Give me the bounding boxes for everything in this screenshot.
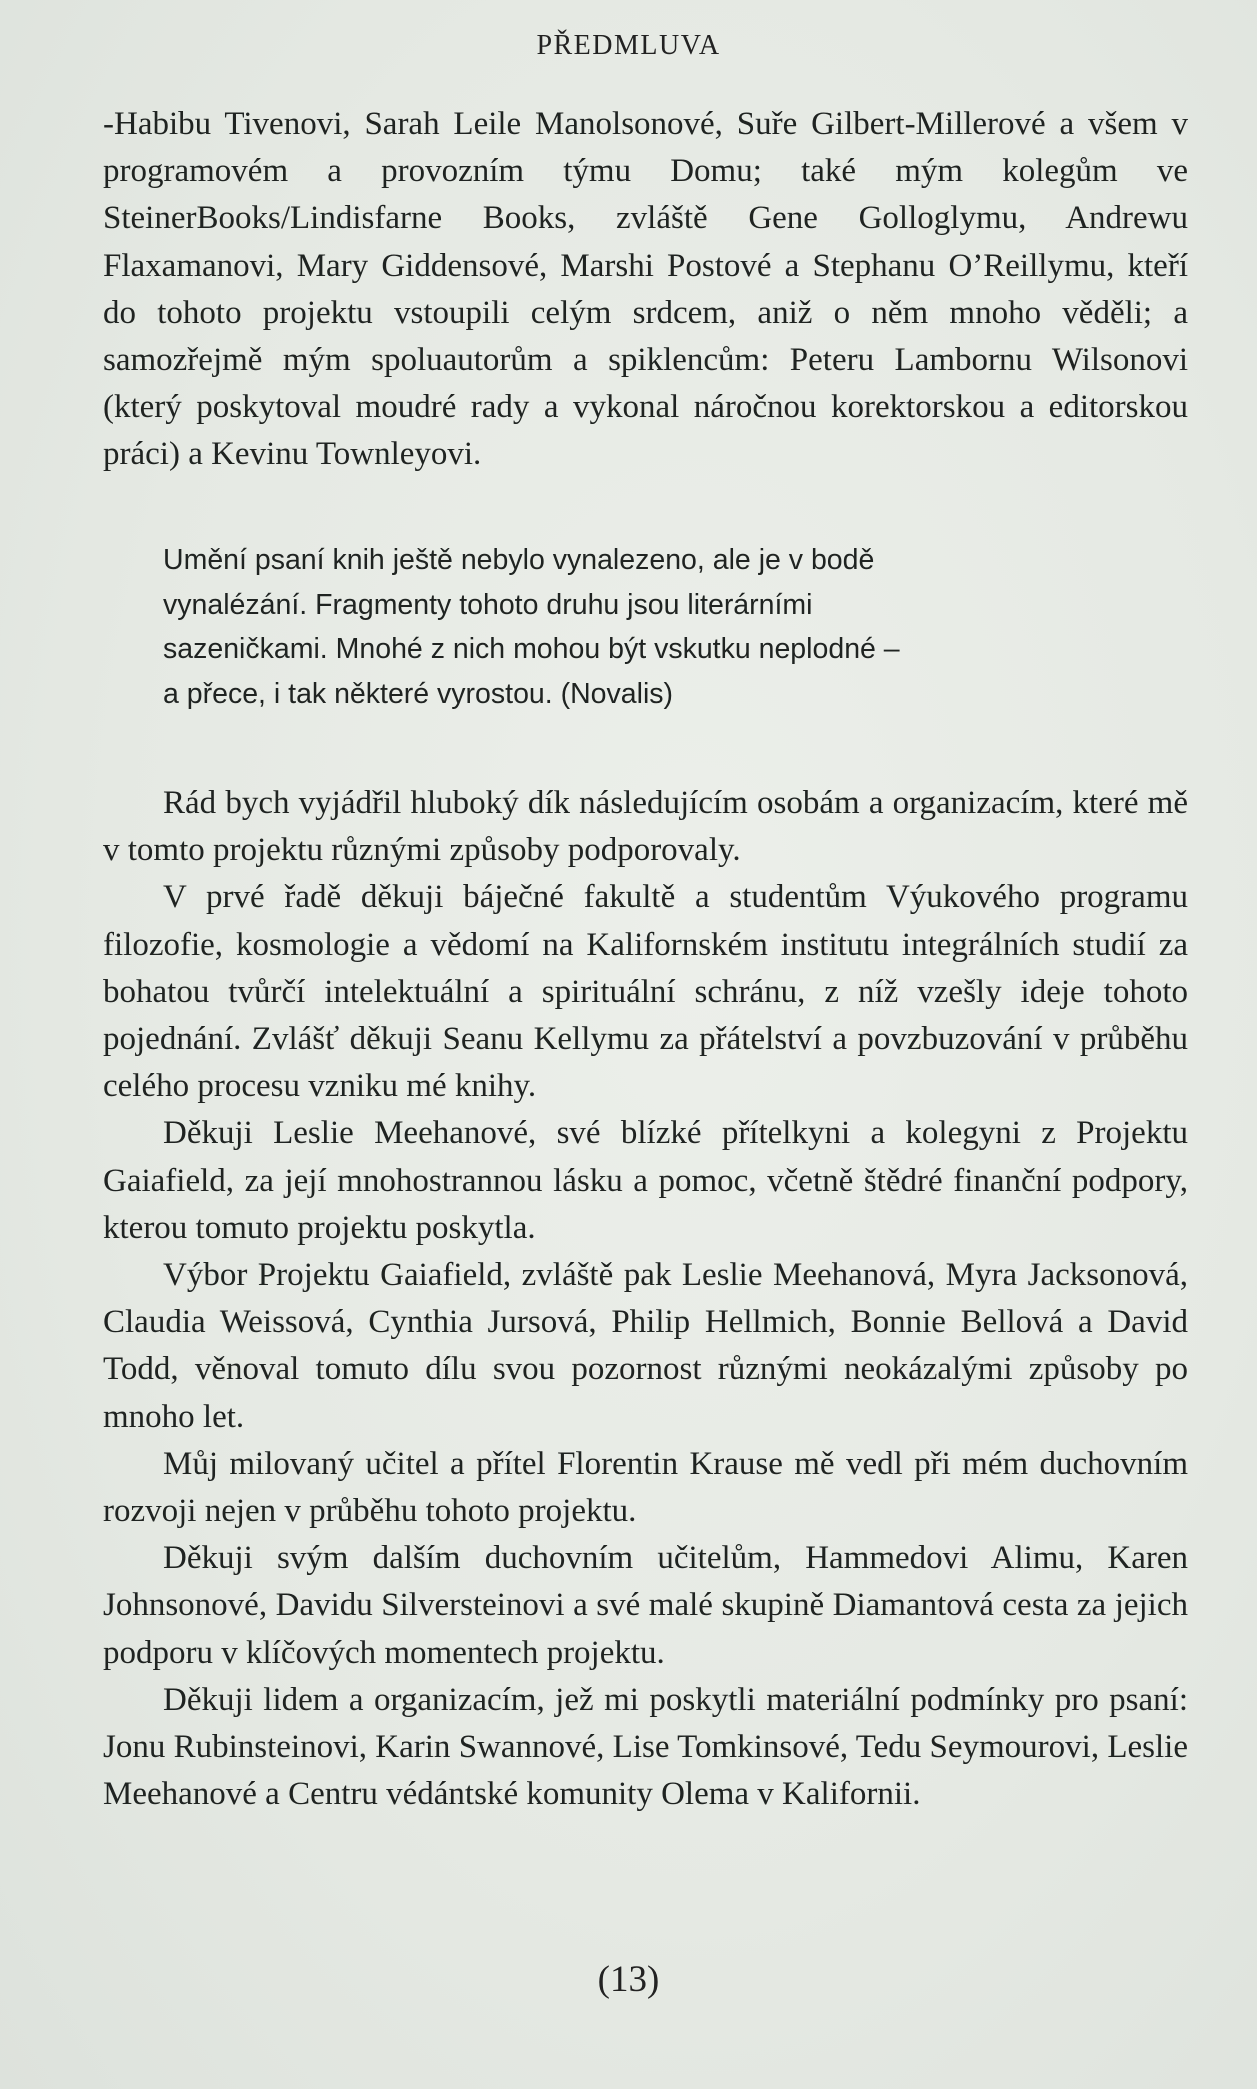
intro-text [103,101,1188,479]
paragraph: Můj milovaný učitel a přítel Florentin Krause mě vedl při mém duchovním rozvoji nejen v průběhu tohoto projektu. [103,1445,1188,1530]
epigraph-quote [163,538,1043,716]
quote-line: a přece, i tak některé vyrostou. (Novalis) [163,677,674,710]
quote-line: vynalézání. Fragmenty tohoto druhu jsou literárními [163,588,813,621]
paragraph: Rád bych vyjádřil hluboký dík následujícím osobám a organizacím, které mě v tomto projektu různými způsoby podporovaly. [103,785,1188,869]
paragraph: V prvé řadě děkuji báječné fakultě a studentům Výukového programu filozofie, kosmologie a vědomí na Kalifornském institutu integrálních studií za bohatou tvůrčí intelektuální a spirituální schránu, z níž vzešly ideje tohoto pojednání. Zvlášť děkuji Seanu Kellymu za přátelství a povzbuzování v průběhu celého procesu vzniku mé knihy. [103,879,1188,1105]
running-head: PŘEDMLUVA [536,30,721,61]
page-number: (13) [597,1959,660,2000]
quote-line: sazeničkami. Mnohé z nich mohou být vskutku neplodné – [163,633,900,665]
intro-paragraph: -Habibu Tivenovi, Sarah Leile Manolsonové, Suře Gilbert-Millerové a všem v programovém a provozním týmu Domu; také mým kolegům ve SteinerBooks/Lindisfarne Books, zvláště Gene Golloglymu, Andrewu Flaxamanovi, Mary Giddensové, Marshi Postové a Stephanu O’Reillymu, kteří do tohoto projektu vstoupili celým srdcem, aniž o něm mnoho věděli; a samozřejmě mým spoluautorům a spiklencům: Peteru Lambornu Wilsonovi (který poskytoval moudré rady a vykonal náročnou korektorskou a editorskou práci) a Kevinu Townleyovi. [103,106,1188,473]
paragraph: Děkuji Leslie Meehanové, své blízké přítelkyni a kolegyni z Projektu Gaiafield, za její mnohostrannou lásku a pomoc, včetně štědré finanční podpory, kterou tomuto projektu poskytla. [103,1115,1188,1246]
paragraph: Děkuji svým dalším duchovním učitelům, Hammedovi Alimu, Karen Johnsonové, Davidu Silversteinovi a své malé skupině Diamantová cesta za jejich podporu v klíčových momentech projektu. [103,1540,1188,1671]
paragraph: Děkuji lidem a organizacím, jež mi poskytli materiální podmínky pro psaní: Jonu Rubinsteinovi, Karin Swannové, Lise Tomkinsové, Tedu Seymourovi, Leslie Meehanové a Centru védántské komunity Olema v Kalifornii. [103,1681,1188,1813]
acknowledgements-text [103,780,1188,1818]
quote-line: Umění psaní knih ještě nebylo vynalezeno, ale je v bodě [163,544,875,576]
paragraph: Výbor Projektu Gaiafield, zvláště pak Leslie Meehanová, Myra Jacksonová, Claudia Weissová, Cynthia Jursová, Philip Hellmich, Bonnie Bellová a David Todd, věnoval tomuto dílu svou pozornost různými neokázalými způsoby po mnoho let. [103,1257,1188,1435]
